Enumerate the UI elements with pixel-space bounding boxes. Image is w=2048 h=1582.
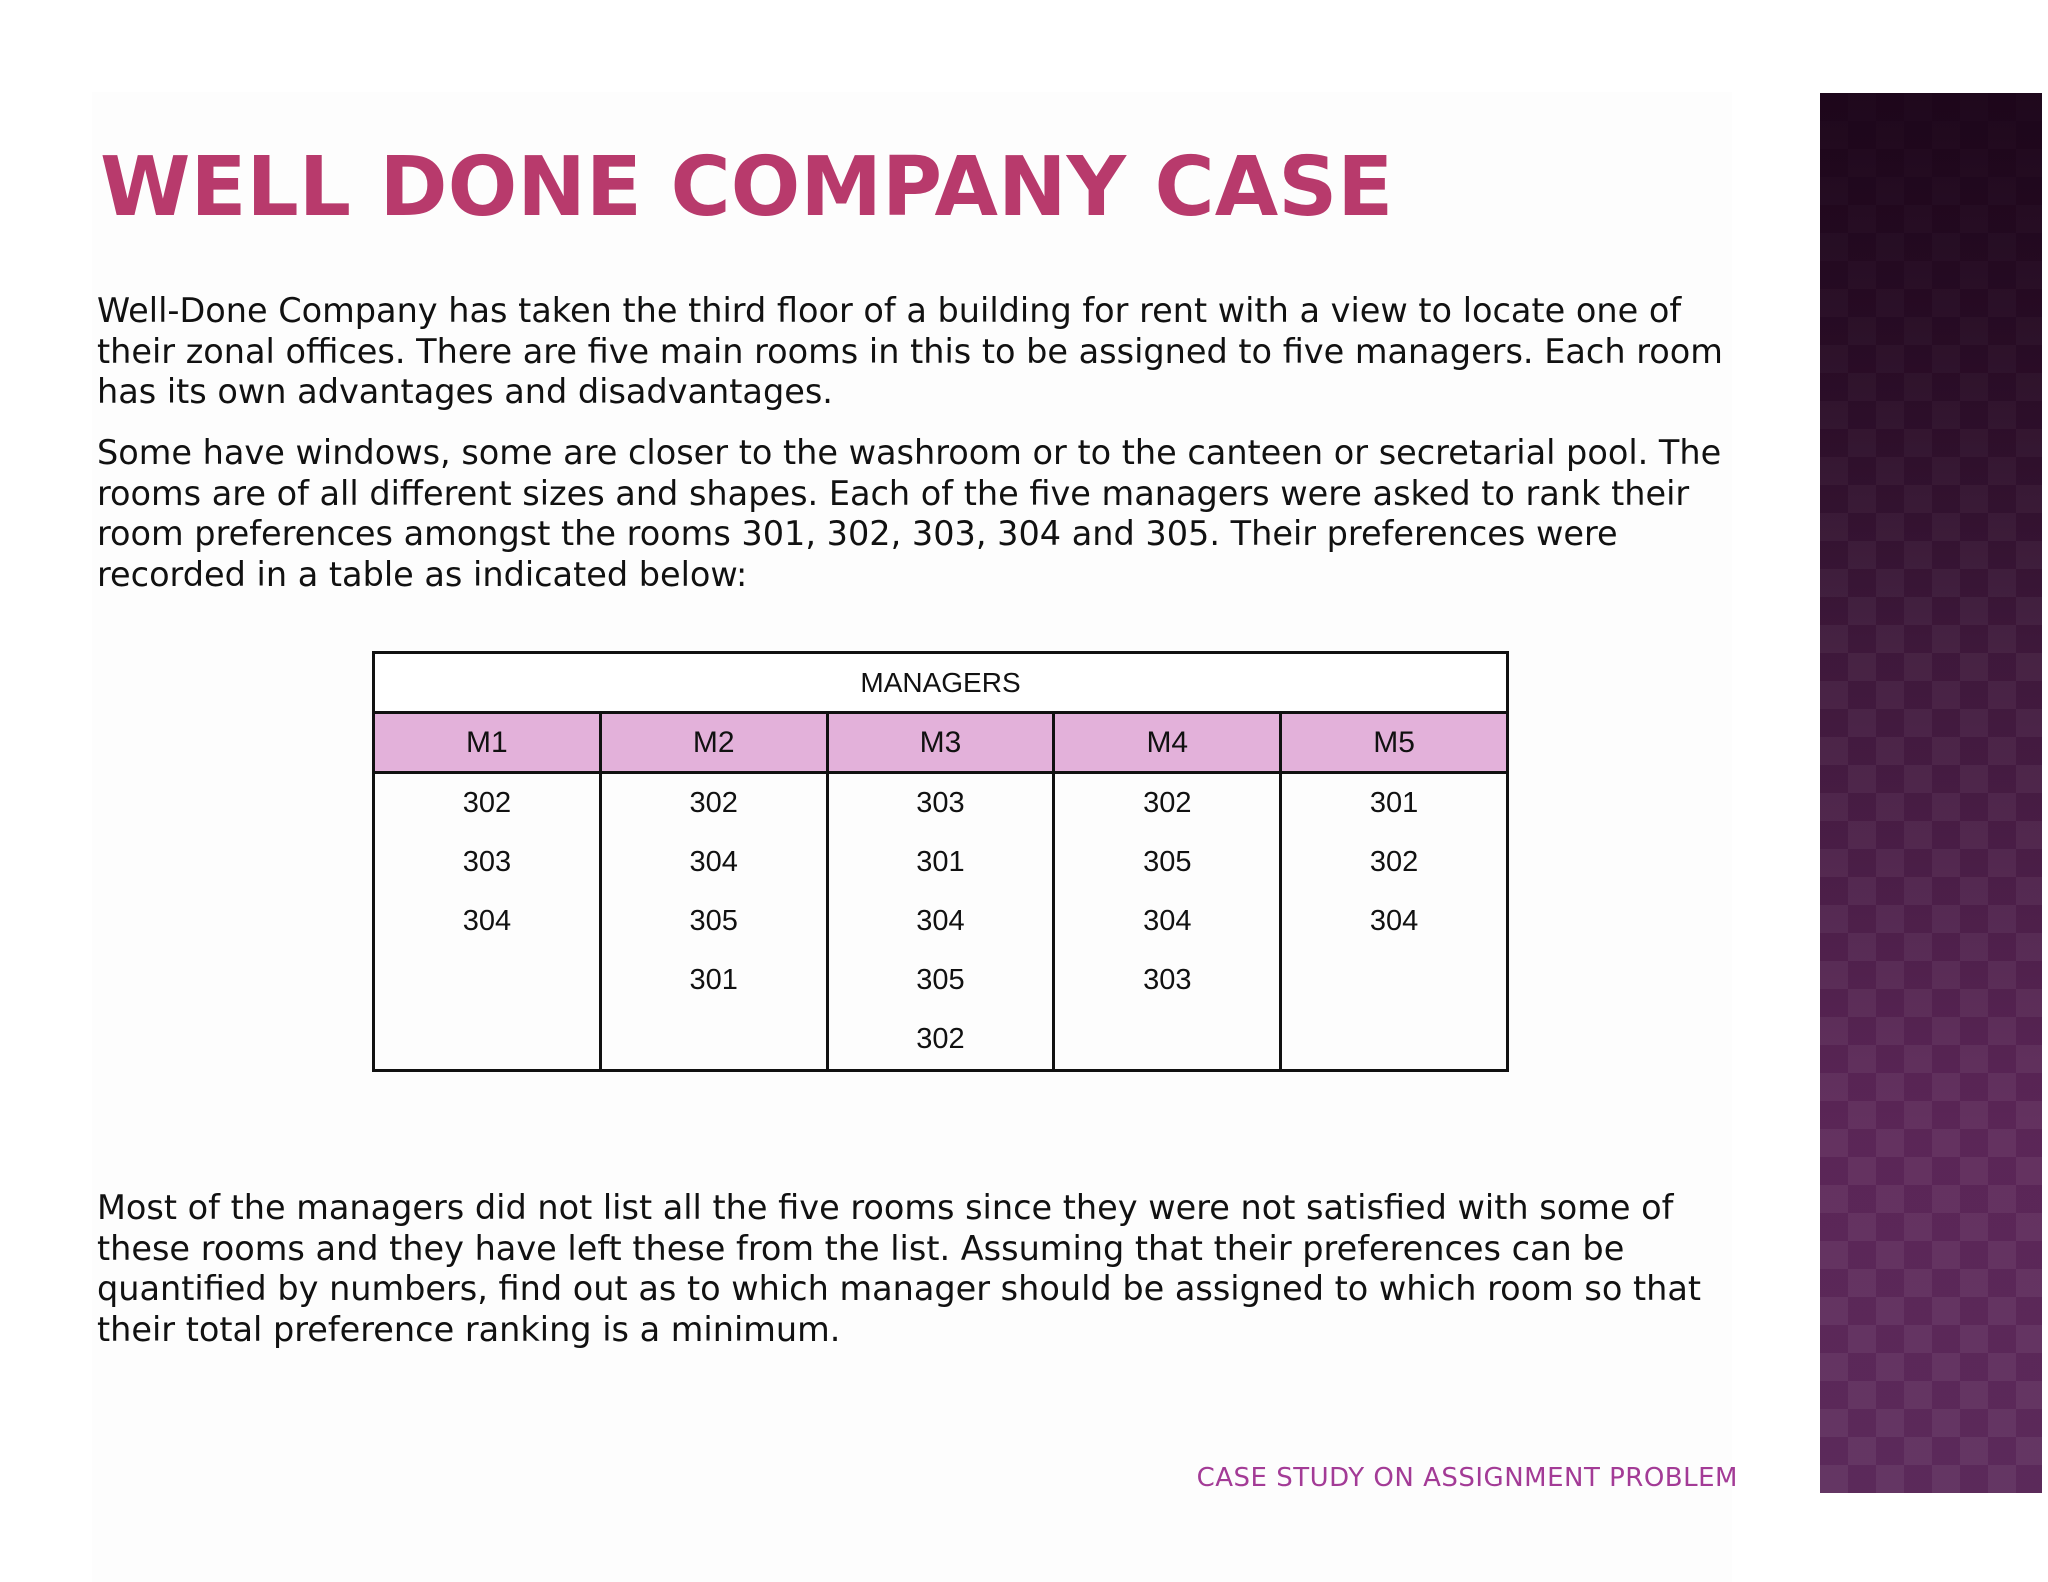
header-m2: M2 xyxy=(600,713,827,773)
table-cell xyxy=(1281,951,1508,1010)
table-header-row xyxy=(374,713,1508,773)
table-cell: 304 xyxy=(827,892,1054,951)
table-cell: 305 xyxy=(1054,833,1281,892)
table-cell: 301 xyxy=(1281,773,1508,834)
table-cell: 305 xyxy=(600,892,827,951)
header-m5: M5 xyxy=(1281,713,1508,773)
table-cell xyxy=(1054,1010,1281,1071)
table-cell: 303 xyxy=(1054,951,1281,1010)
slide-title: WELL DONE COMPANY CASE xyxy=(100,140,1394,235)
table-cell xyxy=(600,1010,827,1071)
table-cell: 304 xyxy=(600,833,827,892)
slide-footer: CASE STUDY ON ASSIGNMENT PROBLEM xyxy=(1196,1463,1738,1493)
table-cell: 301 xyxy=(600,951,827,1010)
table-cell xyxy=(374,951,601,1010)
table-cell: 303 xyxy=(374,833,601,892)
table-cell: 302 xyxy=(1281,833,1508,892)
table-cell: 302 xyxy=(1054,773,1281,834)
header-m4: M4 xyxy=(1054,713,1281,773)
table-cell xyxy=(374,1010,601,1071)
table-cell: 305 xyxy=(827,951,1054,1010)
table-row xyxy=(374,773,1508,834)
table-caption-row xyxy=(374,653,1508,713)
header-m3: M3 xyxy=(827,713,1054,773)
table-caption: MANAGERS xyxy=(374,653,1508,713)
table-row xyxy=(374,951,1508,1010)
table-cell: 302 xyxy=(600,773,827,834)
table-row xyxy=(374,892,1508,951)
header-m1: M1 xyxy=(374,713,601,773)
table-cell: 304 xyxy=(1281,892,1508,951)
table-cell: 302 xyxy=(827,1010,1054,1071)
table-row xyxy=(374,833,1508,892)
details-paragraph: Some have windows, some are closer to the washroom or to the canteen or secretarial pool. The rooms are of all different sizes and shapes. Each of the five managers were asked to rank their room preferences amongst the rooms 301, 302, 303, 304 and 305. Their preferences were recorded in a table as indicated below: xyxy=(97,433,1722,594)
table-cell: 303 xyxy=(827,773,1054,834)
intro-paragraph: Well-Done Company has taken the third floor of a building for rent with a view to locate one of their zonal offices. There are five main rooms in this to be assigned to five managers. Each room has its own advantages and disadvantages. xyxy=(97,291,1723,411)
conclusion-paragraph: Most of the managers did not list all the five rooms since they were not satisfied with some of these rooms and they have left these from the list. Assuming that their preferences can be quantified by numbers, find out as to which manager should be assigned to which room so that their total preference ranking is a minimum. xyxy=(97,1188,1702,1349)
table-cell: 302 xyxy=(374,773,601,834)
table-cell: 301 xyxy=(827,833,1054,892)
preferences-table xyxy=(372,651,1509,1072)
table-row xyxy=(374,1010,1508,1071)
table-cell: 304 xyxy=(374,892,601,951)
decorative-side-bar xyxy=(1820,93,2042,1493)
table-cell xyxy=(1281,1010,1508,1071)
table-cell: 304 xyxy=(1054,892,1281,951)
